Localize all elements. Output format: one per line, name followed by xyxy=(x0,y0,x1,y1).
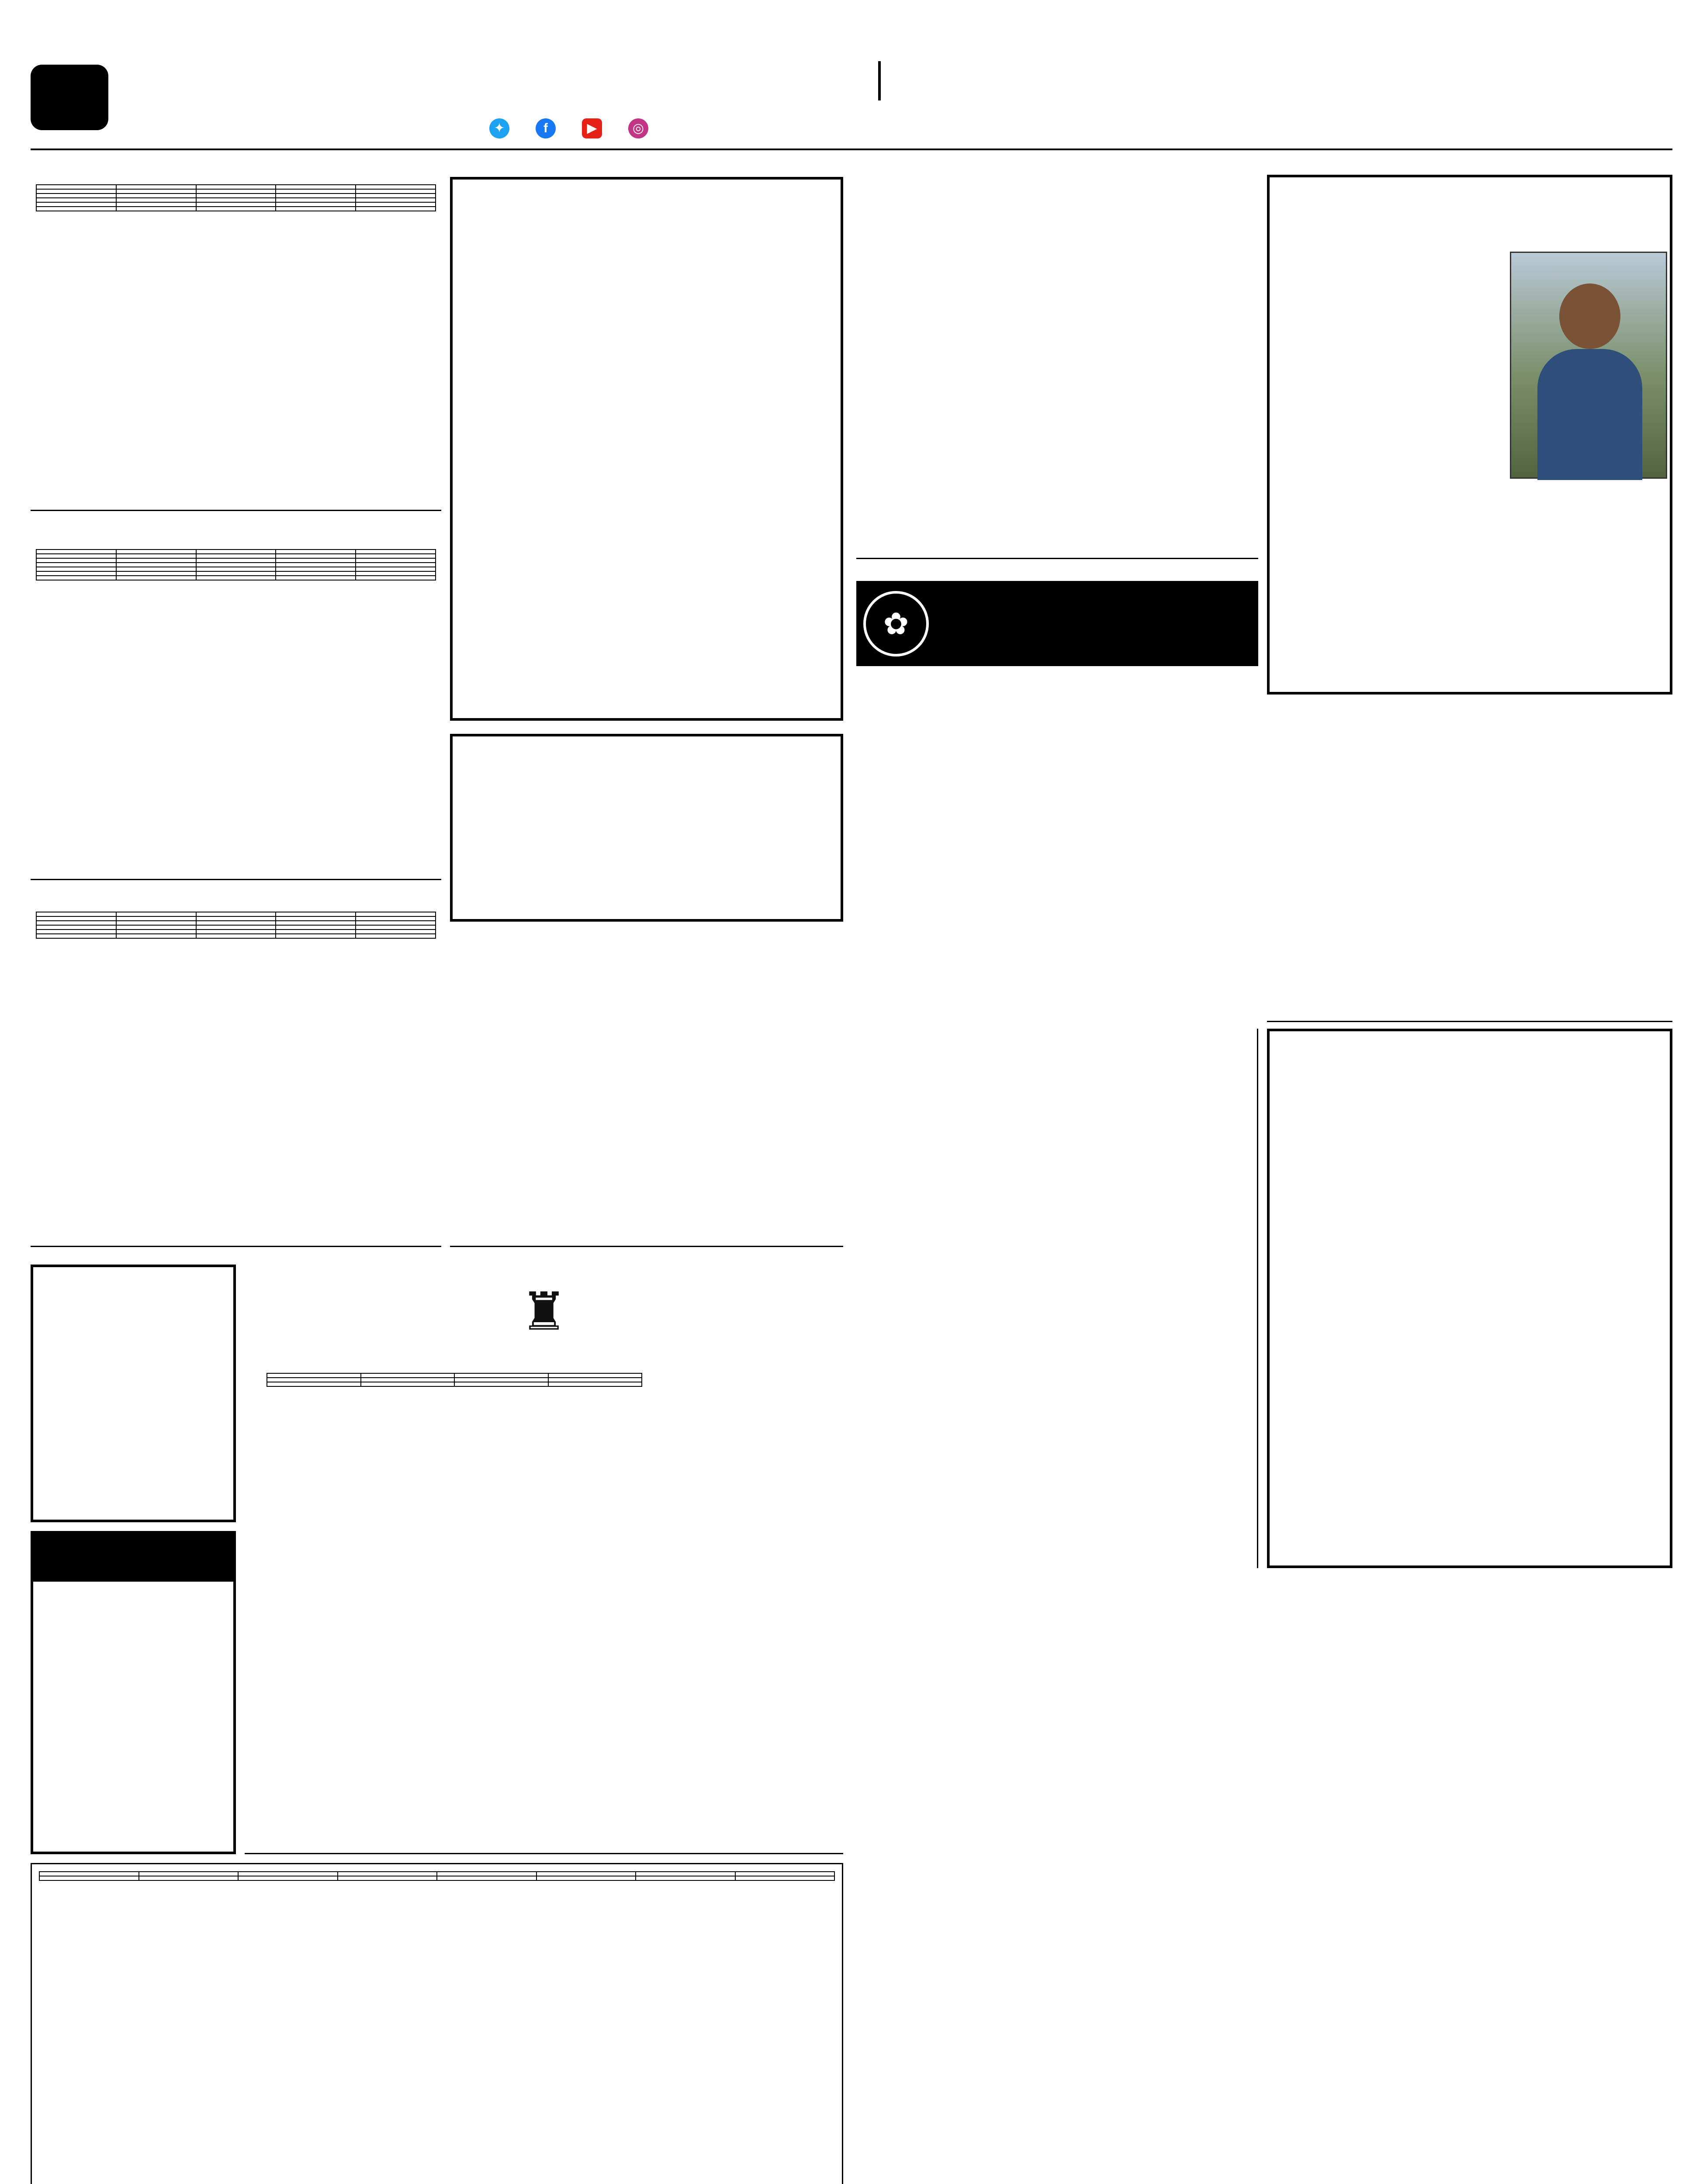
table-cell xyxy=(548,1382,642,1386)
table-header-row xyxy=(36,549,436,554)
column-header xyxy=(735,1872,835,1876)
column-header xyxy=(36,912,116,916)
column-header xyxy=(356,185,436,189)
brand-logo xyxy=(607,60,869,100)
column-header xyxy=(36,549,116,554)
sad-demise-animal-husbandry xyxy=(450,177,843,721)
public-notice-guest-house xyxy=(1267,1029,1672,1568)
table-cell xyxy=(36,921,116,925)
column-header xyxy=(437,1872,537,1876)
table-header-row xyxy=(36,912,436,916)
table-cell xyxy=(116,189,196,194)
table-cell xyxy=(356,571,436,576)
column-header xyxy=(548,1373,642,1378)
column-header xyxy=(36,185,116,189)
table-cell xyxy=(196,925,276,930)
table-row xyxy=(36,567,436,571)
table-cell xyxy=(276,925,356,930)
notice-body xyxy=(33,1582,233,1590)
table-cell xyxy=(338,1876,437,1880)
cuk-admission-ad xyxy=(856,581,1258,1022)
table-cell xyxy=(116,571,196,576)
facebook-link[interactable] xyxy=(536,117,560,138)
column-header xyxy=(116,549,196,554)
table-cell xyxy=(116,567,196,571)
table-cell xyxy=(276,916,356,921)
table-cell xyxy=(276,921,356,925)
court-birth-notice xyxy=(450,933,843,1247)
column-header xyxy=(636,1872,735,1876)
table-cell xyxy=(276,194,356,198)
table-cell xyxy=(276,202,356,207)
table-cell xyxy=(356,554,436,558)
notice-title xyxy=(33,1534,233,1582)
table-cell xyxy=(196,916,276,921)
table-cell xyxy=(139,1876,239,1880)
table-cell xyxy=(276,558,356,563)
table-cell xyxy=(356,202,436,207)
loom-price-table xyxy=(267,1373,642,1387)
table-row xyxy=(36,563,436,567)
deceased-photo xyxy=(1510,252,1667,479)
table-cell xyxy=(537,1876,636,1880)
table-row xyxy=(36,198,436,202)
table-row xyxy=(36,558,436,563)
table-cell xyxy=(238,1876,338,1880)
table-cell xyxy=(116,934,196,938)
column-header xyxy=(356,549,436,554)
table-row xyxy=(39,1876,834,1880)
urdu-body xyxy=(1278,252,1506,645)
table-cell xyxy=(36,202,116,207)
table-cell xyxy=(636,1876,735,1880)
name-correction-notce xyxy=(450,734,843,922)
table-cell xyxy=(196,567,276,571)
masthead-divider xyxy=(878,61,881,100)
table-cell xyxy=(356,921,436,925)
table-row xyxy=(36,194,436,198)
twitter-icon: ✦ xyxy=(489,118,509,138)
table-row xyxy=(36,571,436,576)
table-cell xyxy=(276,934,356,938)
table-cell xyxy=(356,198,436,202)
table-row xyxy=(267,1378,642,1382)
table-cell xyxy=(196,207,276,211)
column-header xyxy=(276,185,356,189)
table-header-row xyxy=(267,1373,642,1378)
photo-face xyxy=(1559,283,1620,349)
table-row xyxy=(36,934,436,938)
table-cell xyxy=(735,1876,835,1880)
column-header xyxy=(276,912,356,916)
tender-work-table xyxy=(39,1871,835,1881)
table-cell xyxy=(196,930,276,934)
table-cell xyxy=(36,189,116,194)
table-cell xyxy=(196,576,276,580)
table-cell xyxy=(196,189,276,194)
table-cell xyxy=(356,934,436,938)
table-cell xyxy=(356,930,436,934)
table-cell xyxy=(196,921,276,925)
table-cell xyxy=(116,921,196,925)
table-cell xyxy=(356,194,436,198)
column-header xyxy=(537,1872,636,1876)
table-cell xyxy=(196,934,276,938)
table-cell xyxy=(116,563,196,567)
youtube-icon: ▶ xyxy=(582,118,602,138)
public-notice-name-change xyxy=(31,1531,236,1854)
table-row xyxy=(36,916,436,921)
column-header xyxy=(139,1872,239,1876)
court-publication xyxy=(1267,703,1672,1022)
table-cell xyxy=(36,554,116,558)
table-cell xyxy=(356,558,436,563)
table-row xyxy=(267,1382,642,1386)
instagram-icon: ◎ xyxy=(628,118,648,138)
column-header xyxy=(196,549,276,554)
table-cell xyxy=(116,194,196,198)
urdu-obituary xyxy=(1267,175,1672,695)
column-header xyxy=(361,1373,455,1378)
table-cell xyxy=(356,925,436,930)
table-cell xyxy=(276,571,356,576)
column-header xyxy=(338,1872,437,1876)
table-cell xyxy=(36,576,116,580)
table-cell xyxy=(437,1876,537,1880)
e-tender-notice xyxy=(31,1863,843,2184)
table-cell xyxy=(196,202,276,207)
table-row xyxy=(36,925,436,930)
photo-body xyxy=(1537,349,1642,480)
table-cell xyxy=(36,925,116,930)
table-row xyxy=(36,921,436,925)
table-cell xyxy=(36,930,116,934)
university-logo-icon: ✿ xyxy=(863,591,929,657)
table-row xyxy=(36,207,436,211)
column-header xyxy=(276,549,356,554)
table-cell xyxy=(36,934,116,938)
legal-heir-notice-1 xyxy=(31,175,441,511)
dateline xyxy=(891,71,1284,97)
youtube-link[interactable] xyxy=(582,117,606,138)
table-cell xyxy=(267,1382,361,1386)
twitter-link[interactable] xyxy=(489,117,514,138)
public-notice-travel xyxy=(856,1029,1258,1568)
heirs-table xyxy=(36,912,436,939)
table-cell xyxy=(356,563,436,567)
table-cell xyxy=(361,1382,455,1386)
table-cell xyxy=(356,207,436,211)
table-cell xyxy=(36,198,116,202)
table-cell xyxy=(356,567,436,571)
table-cell xyxy=(36,558,116,563)
table-cell xyxy=(36,207,116,211)
legal-heir-notice-3 xyxy=(31,902,441,1247)
header-rule xyxy=(31,149,1672,150)
table-cell xyxy=(36,916,116,921)
column-header xyxy=(267,1373,361,1378)
aadhar-correction-notice xyxy=(31,1265,236,1522)
table-header-row xyxy=(36,185,436,189)
table-cell xyxy=(276,207,356,211)
table-cell xyxy=(361,1378,455,1382)
table-cell xyxy=(36,567,116,571)
table-cell xyxy=(116,916,196,921)
legal-heir-notice-2 xyxy=(31,539,441,880)
column-header xyxy=(454,1373,548,1378)
table-cell xyxy=(356,189,436,194)
table-cell xyxy=(116,554,196,558)
table-cell xyxy=(276,198,356,202)
table-cell xyxy=(116,576,196,580)
table-cell xyxy=(196,563,276,567)
table-cell xyxy=(454,1378,548,1382)
column-header xyxy=(116,185,196,189)
table-header-row xyxy=(39,1872,834,1876)
table-row xyxy=(36,189,436,194)
table-row xyxy=(36,202,436,207)
table-row xyxy=(36,554,436,558)
table-cell xyxy=(454,1382,548,1386)
table-row xyxy=(36,930,436,934)
table-cell xyxy=(267,1378,361,1382)
facebook-icon: f xyxy=(536,118,556,138)
instagram-link[interactable] xyxy=(628,117,653,138)
table-cell xyxy=(116,558,196,563)
heirs-table xyxy=(36,184,436,211)
column-header xyxy=(116,912,196,916)
admission-signatory xyxy=(856,678,1258,684)
handicrafts-auction-notice xyxy=(245,1265,843,1854)
table-cell xyxy=(196,194,276,198)
column-header xyxy=(39,1872,139,1876)
table-cell xyxy=(116,207,196,211)
table-cell xyxy=(196,554,276,558)
sad-demise-bemina xyxy=(856,175,1258,559)
table-cell xyxy=(356,916,436,921)
column-header xyxy=(356,912,436,916)
table-cell xyxy=(548,1378,642,1382)
table-cell xyxy=(276,567,356,571)
table-cell xyxy=(276,563,356,567)
table-cell xyxy=(116,202,196,207)
page-number-badge xyxy=(31,65,108,130)
national-emblem-icon: ♜ xyxy=(520,1282,568,1341)
table-cell xyxy=(276,930,356,934)
table-cell xyxy=(116,198,196,202)
table-cell xyxy=(196,198,276,202)
table-cell xyxy=(116,925,196,930)
table-row xyxy=(36,576,436,580)
heirs-table xyxy=(36,549,436,581)
table-cell xyxy=(276,189,356,194)
traffic-advisory xyxy=(856,1581,1672,2184)
table-cell xyxy=(276,554,356,558)
table-cell xyxy=(36,194,116,198)
table-cell xyxy=(39,1876,139,1880)
admission-body xyxy=(856,673,1258,678)
social-bar xyxy=(489,114,1232,141)
column-header xyxy=(238,1872,338,1876)
table-cell xyxy=(196,571,276,576)
table-cell xyxy=(36,571,116,576)
table-cell xyxy=(356,576,436,580)
table-cell xyxy=(196,558,276,563)
table-cell xyxy=(36,563,116,567)
column-header xyxy=(196,912,276,916)
cuk-header xyxy=(856,581,1258,666)
table-cell xyxy=(116,930,196,934)
table-cell xyxy=(276,576,356,580)
column-header xyxy=(196,185,276,189)
